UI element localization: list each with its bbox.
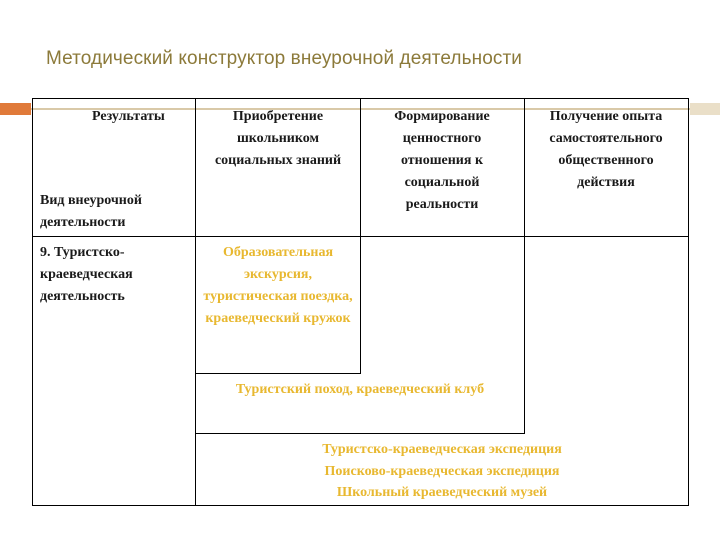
- column-header-social-action: Получение опыта самостоятельного общественного действия: [549, 109, 663, 190]
- accent-right-block: [690, 103, 720, 115]
- table-border-right: [688, 98, 689, 506]
- accent-orange-block: [0, 103, 31, 115]
- slide-title: Методический конструктор внеурочной деятельности: [46, 48, 522, 69]
- col-divider-3b: [524, 237, 525, 434]
- corner-activity-type-label: Вид внеурочной деятельности: [40, 193, 142, 230]
- level2-bottom-line: [195, 433, 525, 434]
- level3-item-search-expedition: Поисково-краеведческая экспедиция: [324, 464, 560, 479]
- col-divider-1: [195, 98, 196, 506]
- corner-results-label: Результаты: [92, 109, 165, 124]
- level3-item-school-museum: Школьный краеведческий музей: [336, 485, 548, 500]
- level1-activities: Образовательная экскурсия, туристическая поездка, краеведческий кружок: [203, 245, 353, 326]
- row-label-tourism: 9. Туристско-краеведческая деятельность: [40, 245, 133, 304]
- level3-item-expedition: Туристско-краеведческая экспедиция: [322, 442, 562, 457]
- column-header-value-attitude: Формирование ценностного отношения к социальной реальности: [394, 109, 490, 212]
- table-border-bottom: [32, 505, 689, 506]
- table-border-left: [32, 98, 33, 506]
- level1-bottom-line: [195, 373, 361, 374]
- column-header-social-knowledge: Приобретение школьником социальных знаний: [214, 109, 342, 168]
- header-bottom-line: [32, 236, 689, 237]
- level2-activities: Туристский поход, краеведческий клуб: [235, 382, 485, 397]
- col-divider-3a: [524, 98, 525, 237]
